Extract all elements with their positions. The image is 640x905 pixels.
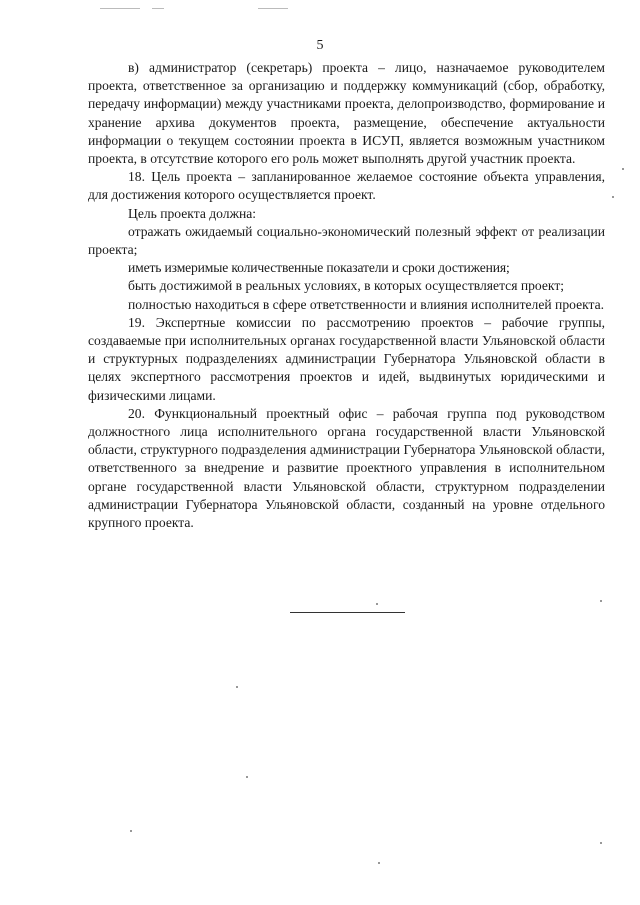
paragraph-project-goal: 18. Цель проекта – запланированное желаемое состояние объекта управления, для достижения которого осуществляется проект. bbox=[88, 169, 605, 203]
scan-artifact bbox=[378, 862, 380, 864]
paragraph-goal-responsibility: полностью находиться в сфере ответственности и влияния исполнителей проекта. bbox=[128, 296, 605, 312]
scan-artifact bbox=[600, 842, 602, 844]
scan-artifact bbox=[600, 600, 602, 602]
paragraph-goal-intro: Цель проекта должна: bbox=[128, 205, 257, 221]
paragraph-administrator: в) администратор (секретарь) проекта – лицо, назначаемое руководителем проекта, ответственное за организацию и поддержку коммуникаций (сбор, обработку, передачу информации) между участниками проекта, делопроизводство, формирование и хранение архива документов проекта, размещение, обеспечение актуальности информации о текущем состоянии проекта в ИСУП, является возможным участником проекта, в отсутствие которого его роль может выполнять другой участник проекта. bbox=[88, 60, 605, 167]
end-divider bbox=[290, 612, 405, 613]
paragraph-goal-achievable: быть достижимой в реальных условиях, в которых осуществляется проект; bbox=[128, 278, 565, 294]
scan-artifact bbox=[130, 830, 132, 832]
scan-artifact bbox=[236, 686, 238, 688]
document-body bbox=[88, 59, 605, 532]
page-number: 5 bbox=[316, 38, 324, 53]
scan-artifact bbox=[612, 196, 614, 198]
scan-artifact bbox=[258, 8, 288, 9]
paragraph-goal-measurable: иметь измеримые количественные показатели и сроки достижения; bbox=[128, 260, 510, 276]
paragraph-functional-office: 20. Функциональный проектный офис – рабочая группа под руководством должностного лица исполнительного органа государственной власти Ульяновской области, структурного подразделения администрации Губернатора Ульяновской области, ответственного за внедрение и развитие проектного управления в исполнительном органе государственной власти Ульяновской области, структурном подразделении администрации Губернатора Ульяновской области, созданный на уровне отдельного крупного проекта. bbox=[88, 405, 605, 531]
scan-artifact bbox=[246, 776, 248, 778]
scan-artifact bbox=[152, 8, 164, 9]
scan-artifact bbox=[622, 168, 624, 170]
paragraph-expert-commissions: 19. Экспертные комиссии по рассмотрению проектов – рабочие группы, создаваемые при исполнительных органах государственной власти Ульяновской области и структурных подразделениях администрации Губернатора Ульяновской области в целях экспертного рассмотрения проектов и идей, выдвинутых юридическими и физическими лицами. bbox=[88, 314, 605, 403]
scan-artifact bbox=[100, 8, 140, 9]
paragraph-goal-effect: отражать ожидаемый социально-экономический полезный эффект от реализации проекта; bbox=[88, 223, 605, 258]
scan-artifact bbox=[376, 603, 378, 605]
